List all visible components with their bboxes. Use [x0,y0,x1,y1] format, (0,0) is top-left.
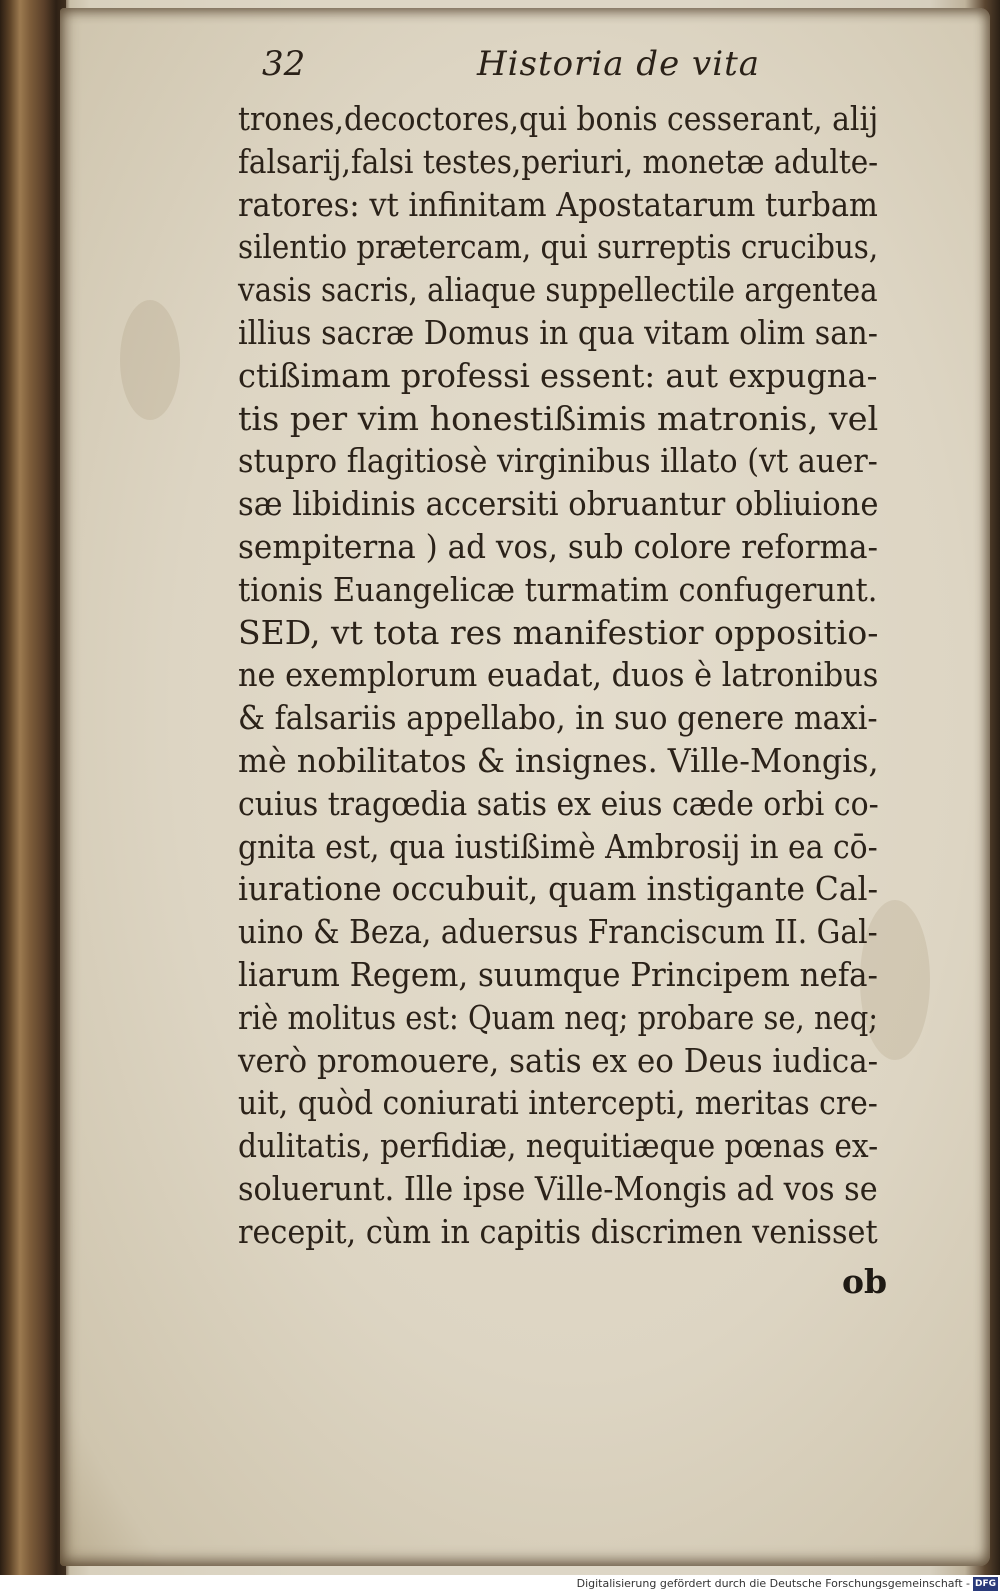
text-line: falsarij,falsi testes,periuri, monetæ adulte- [238,141,879,181]
text-line: tionis Euangelicæ turmatim confugerunt. [238,569,878,609]
text-line: trones,decoctores,qui bonis cesserant, alij [238,99,879,138]
catchword: ob [842,1262,888,1301]
page-number: 32 [262,44,306,84]
text-line: cuius tragœdia satis ex eius cæde orbi co- [238,783,879,823]
text-line: sæ libidinis accersiti obruantur obliuione [238,484,879,524]
text-line: SED, vt tota res manifestior oppositio- [238,612,879,652]
text-line: vasis sacris, aliaque suppellectile argentea [238,270,878,310]
text-line: uino & Beza, aduersus Franciscum II. Gal- [238,912,878,952]
text-line: ne exemplorum euadat, duos è latronibus [238,655,879,695]
footer-credit: Digitalisierung gefördert durch die Deutsche Forschungsgemeinschaft - [576,1577,970,1590]
footer-bar [0,1575,1000,1595]
text-line: illius sacræ Domus in qua vitam olim san- [238,312,878,352]
text-line: gnita est, qua iustißimè Ambrosij in ea cō- [238,826,878,866]
page-stain [120,300,180,420]
text-line: riè molitus est: Quam neq; probare se, neq; [238,997,879,1037]
text-line: dulitatis, perfidiæ, nequitiæque pœnas ex- [238,1126,879,1166]
dfg-logo: DFG [974,1579,996,1589]
text-line: sempiterna ) ad vos, sub colore reforma- [238,526,879,566]
book-spine [0,0,66,1575]
text-line: ratores: vt infinitam Apostatarum turbam [238,184,878,224]
text-line: silentio prætercam, qui surreptis crucibus, [238,227,879,267]
running-head: Historia de vita [477,44,761,84]
text-line: & falsariis appellabo, in suo genere maxi- [238,698,878,738]
text-line: recepit, cùm in capitis discrimen venisset [238,1211,878,1251]
body-text [238,98,938,1254]
text-line: ctißimam professi essent: aut expugna- [238,355,878,395]
page-header [262,44,922,94]
text-line: verò promouere, satis ex eo Deus iudica- [238,1040,879,1080]
text-line: uit, quòd coniurati intercepti, meritas cre- [238,1083,878,1123]
text-line: tis per vim honestißimis matronis, vel [238,398,879,438]
text-line: mè nobilitatos & insignes. Ville-Mongis, [238,740,879,780]
text-line: stupro flagitiosè virginibus illato (vt auer- [238,441,878,481]
text-line: iuratione occubuit, quam instigante Cal- [238,869,879,909]
text-line: soluerunt. Ille ipse Ville-Mongis ad vos se [238,1168,878,1208]
text-line: liarum Regem, suumque Principem nefa- [238,954,878,994]
